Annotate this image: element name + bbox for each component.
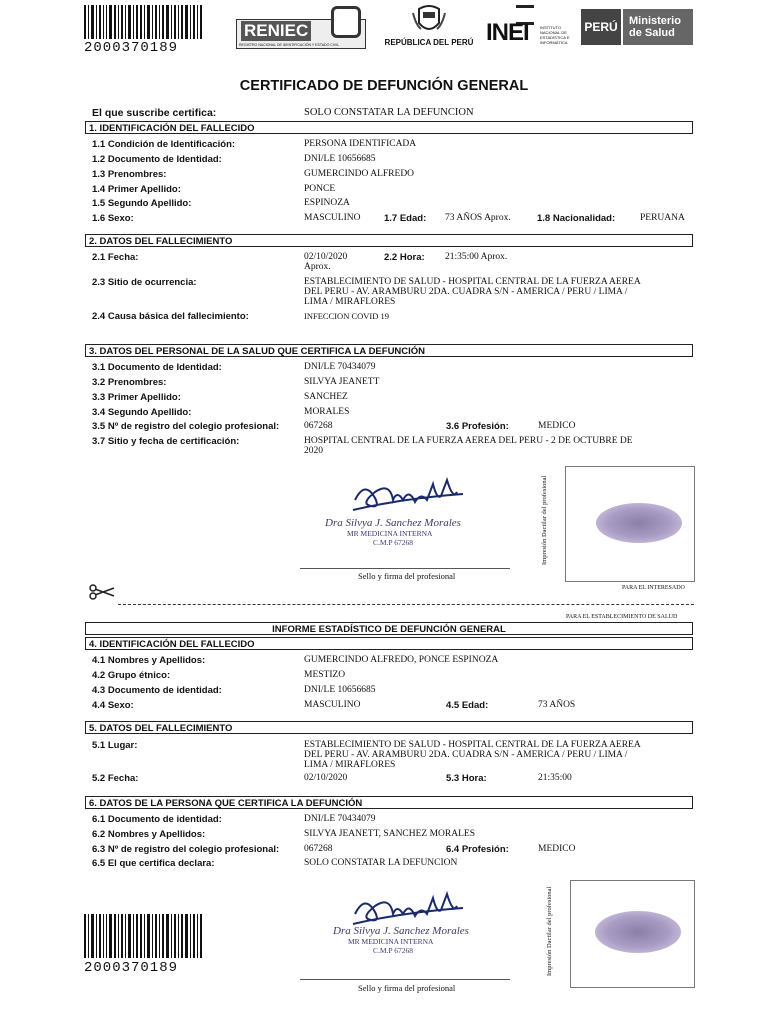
- reniec-logo-text: RENIEC: [241, 21, 311, 41]
- bottom-barcode: [84, 914, 224, 976]
- s2-hora-label: 2.2 Hora:: [384, 252, 425, 263]
- sello-label-1: Sello y firma del profesional: [358, 571, 456, 581]
- s4-label-3: 4.3 Documento de identidad:: [92, 685, 222, 696]
- s4-label-4: 4.4 Sexo:: [92, 700, 134, 711]
- s3-label-4: 3.4 Segundo Apellido:: [92, 407, 192, 418]
- s5-fecha-label: 5.2 Fecha:: [92, 773, 139, 784]
- s1-value-2: DNI/LE 10656685: [304, 154, 376, 164]
- fingerprint-box-1: [565, 466, 695, 582]
- coat-of-arms-icon: [411, 3, 447, 37]
- stamp-2-cmp: C.M.P 67268: [373, 946, 413, 955]
- s5-lugar-line-3: LIMA / MIRAFLORES: [304, 760, 396, 770]
- s1-edad-label: 1.7 Edad:: [384, 213, 427, 224]
- sello-label-2: Sello y firma del profesional: [358, 983, 456, 993]
- stamp-2: [333, 925, 493, 955]
- minsa-logo: [581, 9, 693, 45]
- s1-value-1: PERSONA IDENTIFICADA: [304, 139, 417, 149]
- signature-1: [345, 470, 475, 520]
- s3-value-4: MORALES: [304, 407, 350, 417]
- s3-reg-value: 067268: [304, 421, 333, 431]
- s5-fecha-value: 02/10/2020: [304, 773, 348, 783]
- s6-label-4: 6.5 El que certifica declara:: [92, 858, 215, 869]
- s2-causa-value: INFECCION COVID 19: [304, 311, 389, 321]
- s6-value-4: SOLO CONSTATAR LA DEFUNCION: [304, 858, 458, 868]
- stamp-2-name: Dra Silvya J. Sanchez Morales: [333, 925, 469, 937]
- s1-label-6: 1.6 Sexo:: [92, 213, 134, 224]
- s3-label-1: 3.1 Documento de Identidad:: [92, 362, 222, 373]
- impresion-label-1: Impresión Dactilar del profesional: [541, 475, 548, 565]
- impresion-label-2: Impresión Dactilar del profesional: [546, 886, 553, 976]
- s3-sitio-label: 3.7 Sitio y fecha de certificación:: [92, 436, 240, 447]
- s4-label-1: 4.1 Nombres y Apellidos:: [92, 655, 206, 666]
- section-2-header: 2. DATOS DEL FALLECIMIENTO: [85, 234, 693, 247]
- s1-value-6: MASCULINO: [304, 213, 361, 223]
- s1-label-3: 1.3 Prenombres:: [92, 169, 167, 180]
- inei-logo-text: INEI: [486, 19, 529, 46]
- stamp-1-cmp: C.M.P 67268: [373, 538, 413, 547]
- s1-nac-label: 1.8 Nacionalidad:: [537, 213, 616, 224]
- s5-lugar-line-1: ESTABLECIMIENTO DE SALUD - HOSPITAL CENTRAL DE LA FUERZA AEREA: [304, 740, 641, 750]
- minsa-logo-text: Ministerio de Salud: [623, 9, 693, 45]
- s3-prof-label: 3.6 Profesión:: [446, 421, 509, 432]
- barcode-bars-bottom: [84, 914, 224, 958]
- fingerprint-2: [595, 911, 681, 953]
- s6-value-1: DNI/LE 70434079: [304, 814, 376, 824]
- barcode-number-bottom: 2000370189: [84, 960, 179, 976]
- minsa-logo-peru: PERÚ: [581, 9, 621, 45]
- s1-nac-value: PERUANA: [640, 213, 685, 223]
- document-title: CERTIFICADO DE DEFUNCIÓN GENERAL: [239, 78, 529, 94]
- s3-sitio-line-1: HOSPITAL CENTRAL DE LA FUERZA AEREA DEL PERU - 2 DE OCTUBRE DE: [304, 436, 633, 446]
- scissors-icon: [88, 583, 118, 601]
- top-barcode: [84, 5, 224, 56]
- s5-lugar-label: 5.1 Lugar:: [92, 740, 138, 751]
- s5-lugar-line-2: DEL PERU - AV. ARAMBURU 2DA. CUADRA S/N - AMERICA / PERU / LIMA /: [304, 750, 628, 760]
- s1-value-3: GUMERCINDO ALFREDO: [304, 169, 415, 179]
- para-interesado: PARA EL INTERESADO: [622, 585, 685, 591]
- republica-logo: [380, 3, 478, 51]
- s3-label-2: 3.2 Prenombres:: [92, 377, 167, 388]
- reniec-logo-subtitle: REGISTRO NACIONAL DE IDENTIFICACIÓN Y ESTADO CIVIL: [239, 43, 340, 47]
- stamp-1: [325, 517, 485, 547]
- stamp-1-name: Dra Silvya J. Sanchez Morales: [325, 517, 461, 529]
- republica-logo-text: REPÚBLICA DEL PERÚ: [384, 38, 474, 47]
- s4-edad-value: 73 AÑOS: [538, 700, 576, 710]
- s2-sitio-line-2: DEL PERU - AV. ARAMBURU 2DA. CUADRA S/N - AMERICA / PERU / LIMA /: [304, 287, 628, 297]
- para-establecimiento: PARA EL ESTABLECIMIENTO DE SALUD: [566, 614, 678, 620]
- s4-value-3: DNI/LE 10656685: [304, 685, 376, 695]
- section-6-header: 6. DATOS DE LA PERSONA QUE CERTIFICA LA DEFUNCIÓN: [85, 796, 693, 809]
- s3-value-3: SANCHEZ: [304, 392, 348, 402]
- reniec-logo-people: [331, 6, 361, 38]
- s1-label-5: 1.5 Segundo Apellido:: [92, 198, 192, 209]
- s3-value-1: DNI/LE 70434079: [304, 362, 376, 372]
- s6-value-3: 067268: [304, 844, 333, 854]
- cut-line: [118, 604, 694, 605]
- reniec-logo: [236, 19, 366, 49]
- s5-hora-label: 5.3 Hora:: [446, 773, 487, 784]
- s3-reg-label: 3.5 Nº de registro del colegio profesional:: [92, 421, 280, 432]
- stamp-2-specialty: MR MEDICINA INTERNA: [348, 937, 434, 946]
- certifica-value: SOLO CONSTATAR LA DEFUNCION: [304, 107, 474, 118]
- s3-label-3: 3.3 Primer Apellido:: [92, 392, 181, 403]
- s2-sitio-line-1: ESTABLECIMIENTO DE SALUD - HOSPITAL CENTRAL DE LA FUERZA AEREA: [304, 277, 641, 287]
- section-3-header: 3. DATOS DEL PERSONAL DE LA SALUD QUE CERTIFICA LA DEFUNCIÓN: [85, 344, 693, 357]
- s6-label-3: 6.3 Nº de registro del colegio profesional:: [92, 844, 280, 855]
- inei-logo-subtitle: INSTITUTO NACIONAL DE ESTADÍSTICA E INFORMÁTICA: [540, 25, 570, 45]
- s6-prof-value: MEDICO: [538, 844, 576, 854]
- s6-value-2: SILVYA JEANETT, SANCHEZ MORALES: [304, 829, 476, 839]
- fingerprint-1: [596, 503, 682, 543]
- s4-value-1: GUMERCINDO ALFREDO, PONCE ESPINOZA: [304, 655, 499, 665]
- s1-label-2: 1.2 Documento de Identidad:: [92, 154, 222, 165]
- s2-fecha-label: 2.1 Fecha:: [92, 252, 139, 263]
- s3-prof-value: MEDICO: [538, 421, 576, 431]
- certifica-label: El que suscribe certifica:: [92, 107, 217, 119]
- s1-label-1: 1.1 Condición de Identificación:: [92, 139, 236, 150]
- s6-prof-label: 6.4 Profesión:: [446, 844, 509, 855]
- section-4-header: 4. IDENTIFICACIÓN DEL FALLECIDO: [85, 637, 693, 650]
- s2-hora-value: 21:35:00 Aprox.: [445, 252, 508, 262]
- s1-label-4: 1.4 Primer Apellido:: [92, 184, 181, 195]
- s2-sitio-line-3: LIMA / MIRAFLORES: [304, 297, 396, 307]
- s1-value-4: PONCE: [304, 184, 336, 194]
- barcode-number: 2000370189: [84, 40, 179, 56]
- sello-line-1: [300, 568, 510, 569]
- s4-value-2: MESTIZO: [304, 670, 346, 680]
- stamp-1-specialty: MR MEDICINA INTERNA: [347, 529, 433, 538]
- s5-hora-value: 21:35:00: [538, 773, 572, 783]
- s2-fecha-value: 02/10/2020: [304, 252, 348, 262]
- fingerprint-box-2: [570, 880, 695, 988]
- section-1-header: 1. IDENTIFICACIÓN DEL FALLECIDO: [85, 121, 693, 134]
- sello-line-2: [300, 979, 510, 980]
- s2-causa-label: 2.4 Causa básica del fallecimiento:: [92, 311, 249, 322]
- s4-edad-label: 4.5 Edad:: [446, 700, 489, 711]
- s1-edad-value: 73 AÑOS Aprox.: [445, 213, 511, 223]
- informe-title: INFORME ESTADÍSTICO DE DEFUNCIÓN GENERAL: [85, 622, 693, 635]
- section-5-header: 5. DATOS DEL FALLECIMIENTO: [85, 721, 693, 734]
- inei-logo: [486, 5, 578, 50]
- s4-value-4: MASCULINO: [304, 700, 361, 710]
- s3-sitio-line-2: 2020: [304, 446, 323, 456]
- barcode-bars-top: [84, 5, 224, 39]
- s1-value-5: ESPINOZA: [304, 198, 350, 208]
- s4-label-2: 4.2 Grupo étnico:: [92, 670, 171, 681]
- s3-value-2: SILVYA JEANETT: [304, 377, 380, 387]
- s6-label-2: 6.2 Nombres y Apellidos:: [92, 829, 206, 840]
- s6-label-1: 6.1 Documento de identidad:: [92, 814, 222, 825]
- s2-sitio-label: 2.3 Sitio de ocurrencia:: [92, 277, 197, 288]
- s2-fecha-aprox: Aprox.: [304, 262, 331, 272]
